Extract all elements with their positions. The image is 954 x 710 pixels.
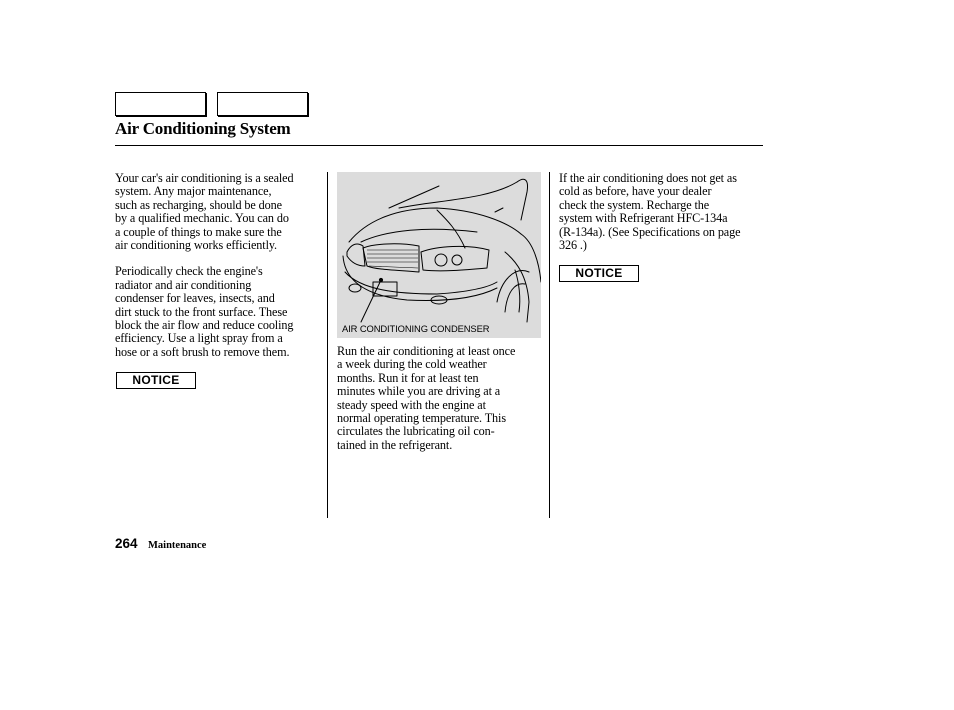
nav-tab-2[interactable] <box>217 92 308 116</box>
page-title: Air Conditioning System <box>115 119 291 138</box>
paragraph-check-condenser: Periodically check the engine's radiator and air conditioning condenser for leaves, insects, and dirt stuck to the front surface. These block the air flow and reduce cooling efficiency. Use a light spray from a hose or a soft brush to remove them. <box>115 264 294 359</box>
paragraph-recharge: If the air conditioning does not get as cold as before, have your dealer check the system. Recharge the system with Refrigerant HFC-134a (R-134a). (See Specifications on page 326 .) <box>559 171 741 253</box>
page-number: 264 <box>115 536 138 551</box>
column-divider <box>327 172 328 518</box>
column-1 <box>115 172 325 359</box>
figure-caption: AIR CONDITIONING CONDENSER <box>342 323 490 334</box>
paragraph-run-ac-weekly: Run the air conditioning at least once a week during the cold weather months. Run it for at least ten minutes while you are driving at a steady speed with the engine at normal operating temperature. This circulates the lubricating oil con- tained in the refrigerant. <box>337 344 516 452</box>
column-3 <box>559 172 769 252</box>
paragraph-sealed-system: Your car's air conditioning is a sealed system. Any major maintenance, such as recharging, should be done by a qualified mechanic. You can do a couple of things to make sure the air conditioning works efficiently. <box>115 171 294 253</box>
column-2 <box>337 345 547 452</box>
nav-tab-1[interactable] <box>115 92 206 116</box>
car-front-illustration <box>337 172 541 338</box>
section-name: Maintenance <box>148 540 207 551</box>
condenser-figure <box>337 172 541 338</box>
column-divider <box>549 172 550 518</box>
notice-badge: NOTICE <box>559 265 639 282</box>
notice-badge: NOTICE <box>116 372 196 389</box>
title-divider <box>115 145 763 146</box>
